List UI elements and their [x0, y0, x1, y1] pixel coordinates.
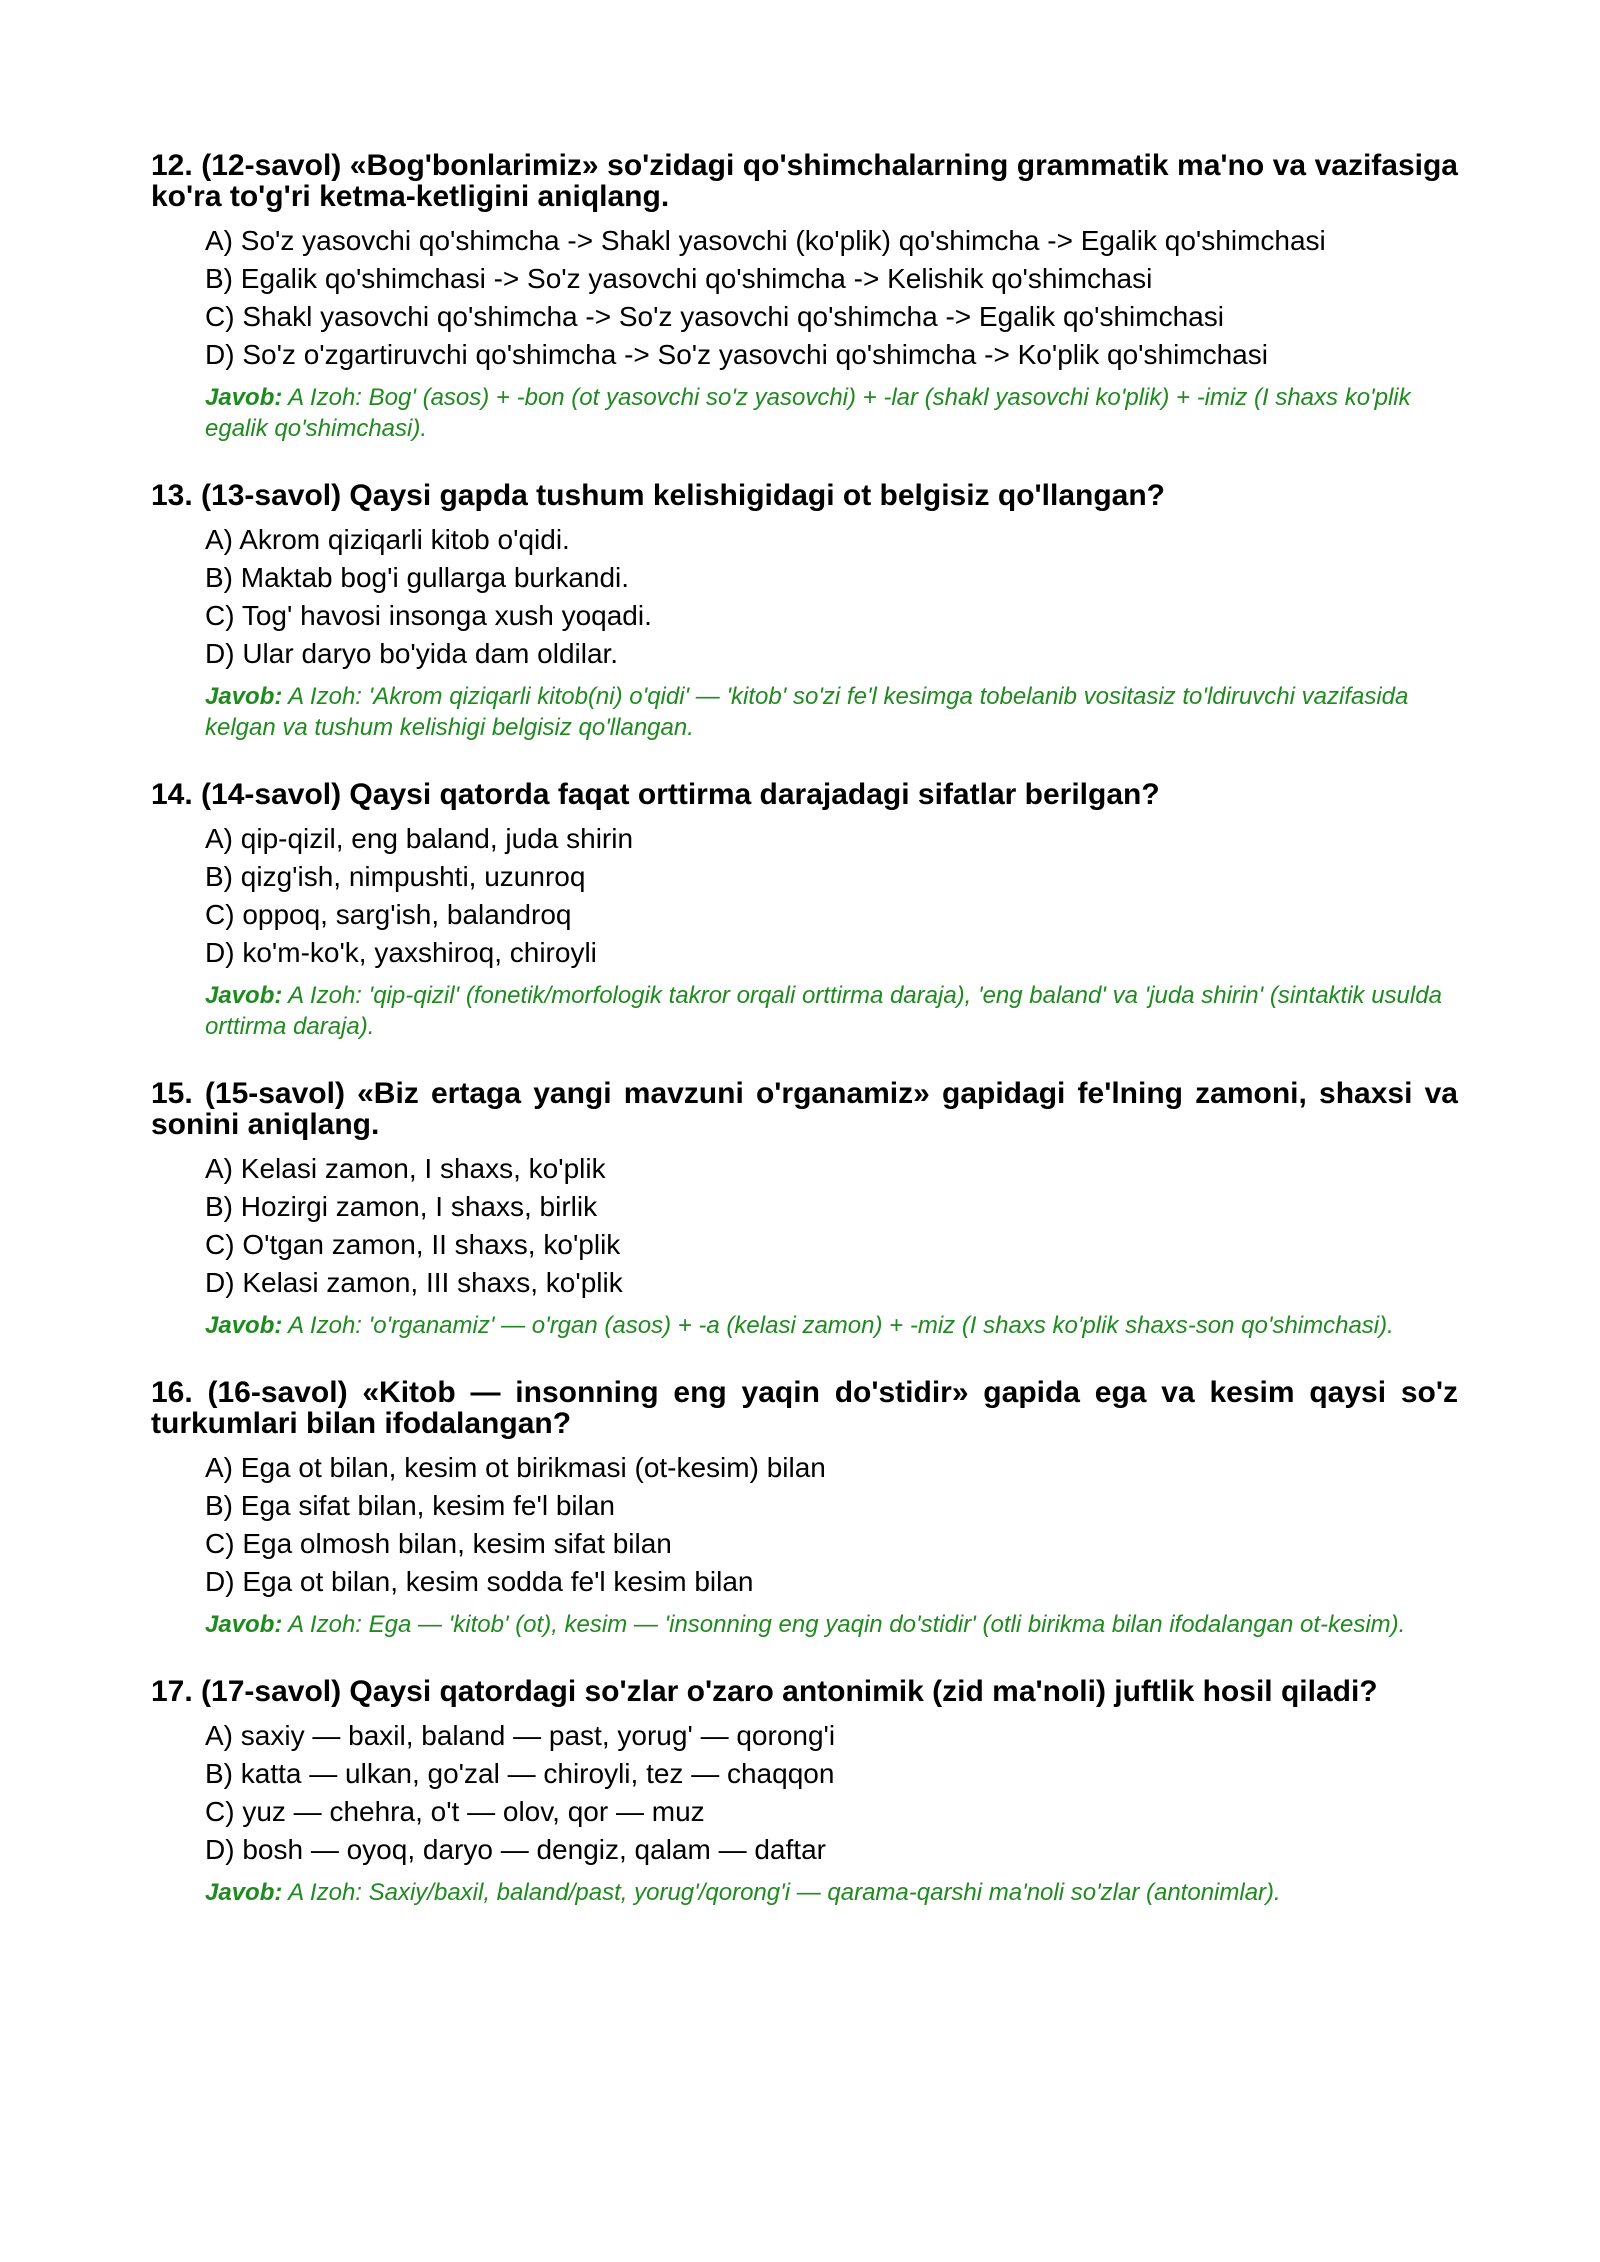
answer-explanation — [205, 1310, 1458, 1341]
question-13 — [151, 480, 1458, 743]
question-title: 13. (13-savol) Qaysi gapda tushum kelishigidagi ot belgisiz qo'llangan? — [151, 479, 1166, 512]
answer-text: A Izoh: 'Akrom qiziqarli kitob(ni) o'qidi' — 'kitob' so'zi fe'l kesimga tobelanib vositasiz to'ldiruvchi vazifasida kelgan va tushum kelishigi belgisiz qo'llangan. — [205, 683, 1409, 741]
option-list — [151, 1449, 1458, 1601]
option-list — [151, 521, 1458, 673]
question-title: 14. (14-savol) Qaysi qatorda faqat orttirma darajadagi sifatlar berilgan? — [151, 778, 1160, 811]
answer-label: Javob: — [205, 1879, 283, 1906]
answer-explanation — [205, 382, 1458, 444]
option-d: D) Ega ot bilan, kesim sodda fe'l kesim bilan — [205, 1566, 754, 1597]
option-a: A) Ega ot bilan, kesim ot birikmasi (ot-kesim) bilan — [205, 1452, 826, 1483]
option-b: B) Hozirgi zamon, I shaxs, birlik — [205, 1191, 598, 1222]
answer-text: A Izoh: 'o'rganamiz' — o'rgan (asos) + -a (kelasi zamon) + -miz (I shaxs ko'plik shaxs-son qo'shimchasi). — [282, 1312, 1394, 1339]
option-a: A) Akrom qiziqarli kitob o'qidi. — [205, 524, 570, 555]
option-d: D) ko'm-ko'k, yaxshiroq, chiroyli — [205, 937, 597, 968]
answer-text: A Izoh: Saxiy/baxil, baland/past, yorug'/qorong'i — qarama-qarshi ma'noli so'zlar (antonimlar). — [282, 1879, 1281, 1906]
question-title: 17. (17-savol) Qaysi qatordagi so'zlar o'zaro antonimik (zid ma'noli) juftlik hosil qiladi? — [151, 1675, 1378, 1708]
answer-explanation — [205, 681, 1458, 743]
option-a: A) saxiy — baxil, baland — past, yorug' — qorong'i — [205, 1720, 836, 1751]
answer-label: Javob: — [205, 1611, 283, 1638]
option-b: B) katta — ulkan, go'zal — chiroyli, tez — chaqqon — [205, 1758, 835, 1789]
option-list — [151, 820, 1458, 972]
option-b: B) qizg'ish, nimpushti, uzunroq — [205, 861, 586, 892]
answer-explanation — [205, 980, 1458, 1042]
option-d: D) Ular daryo bo'yida dam oldilar. — [205, 638, 619, 669]
option-d: D) bosh — oyoq, daryo — dengiz, qalam — daftar — [205, 1834, 826, 1865]
answer-text: A Izoh: Ega — 'kitob' (ot), kesim — 'insonning eng yaqin do'stidir' (otli birikma bilan ifodalangan ot-kesim). — [282, 1611, 1406, 1638]
option-a: A) So'z yasovchi qo'shimcha -> Shakl yasovchi (ko'plik) qo'shimcha -> Egalik qo'shimchasi — [205, 225, 1326, 256]
option-c: C) Ega olmosh bilan, kesim sifat bilan — [205, 1528, 672, 1559]
option-list — [151, 1150, 1458, 1302]
option-b: B) Ega sifat bilan, kesim fe'l bilan — [205, 1490, 615, 1521]
option-c: C) O'tgan zamon, II shaxs, ko'plik — [205, 1229, 621, 1260]
answer-text: A Izoh: Bog' (asos) + -bon (ot yasovchi so'z yasovchi) + -lar (shakl yasovchi ko'plik) + -imiz (I shaxs ko'plik egalik qo'shimchasi). — [205, 384, 1411, 442]
question-15 — [151, 1078, 1458, 1341]
option-c: C) oppoq, sarg'ish, balandroq — [205, 899, 572, 930]
option-d: D) Kelasi zamon, III shaxs, ko'plik — [205, 1267, 623, 1298]
question-title: 12. (12-savol) «Bog'bonlarimiz» so'zidagi qo'shimchalarning grammatik ma'no va vazifasiga ko'ra to'g'ri ketma-ketligini aniqlang. — [151, 149, 1458, 213]
option-a: A) qip-qizil, eng baland, juda shirin — [205, 823, 634, 854]
question-16 — [151, 1377, 1458, 1640]
question-14 — [151, 779, 1458, 1042]
answer-explanation — [205, 1877, 1458, 1908]
option-b: B) Egalik qo'shimchasi -> So'z yasovchi qo'shimcha -> Kelishik qo'shimchasi — [205, 263, 1153, 294]
option-c: C) Shakl yasovchi qo'shimcha -> So'z yasovchi qo'shimcha -> Egalik qo'shimchasi — [205, 301, 1224, 332]
answer-explanation — [205, 1609, 1458, 1640]
question-title: 15. (15-savol) «Biz ertaga yangi mavzuni o'rganamiz» gapidagi fe'lning zamoni, shaxsi va sonini aniqlang. — [151, 1077, 1458, 1141]
option-c: C) Tog' havosi insonga xush yoqadi. — [205, 600, 652, 631]
option-a: A) Kelasi zamon, I shaxs, ko'plik — [205, 1153, 606, 1184]
answer-text: A Izoh: 'qip-qizil' (fonetik/morfologik takror orqali orttirma daraja), 'eng baland' va 'juda shirin' (sintaktik usulda orttirma daraja). — [205, 982, 1442, 1040]
option-c: C) yuz — chehra, o't — olov, qor — muz — [205, 1796, 705, 1827]
option-list — [151, 222, 1458, 374]
question-title: 16. (16-savol) «Kitob — insonning eng yaqin do'stidir» gapida ega va kesim qaysi so'z turkumlari bilan ifodalangan? — [151, 1376, 1458, 1440]
answer-label: Javob: — [205, 1312, 283, 1339]
question-17 — [151, 1676, 1458, 1908]
answer-label: Javob: — [205, 982, 283, 1009]
option-list — [151, 1717, 1458, 1869]
document-page — [151, 150, 1458, 1944]
option-d: D) So'z o'zgartiruvchi qo'shimcha -> So'z yasovchi qo'shimcha -> Ko'plik qo'shimchasi — [205, 339, 1268, 370]
question-12 — [151, 150, 1458, 444]
option-b: B) Maktab bog'i gullarga burkandi. — [205, 562, 630, 593]
answer-label: Javob: — [205, 683, 283, 710]
answer-label: Javob: — [205, 384, 283, 411]
